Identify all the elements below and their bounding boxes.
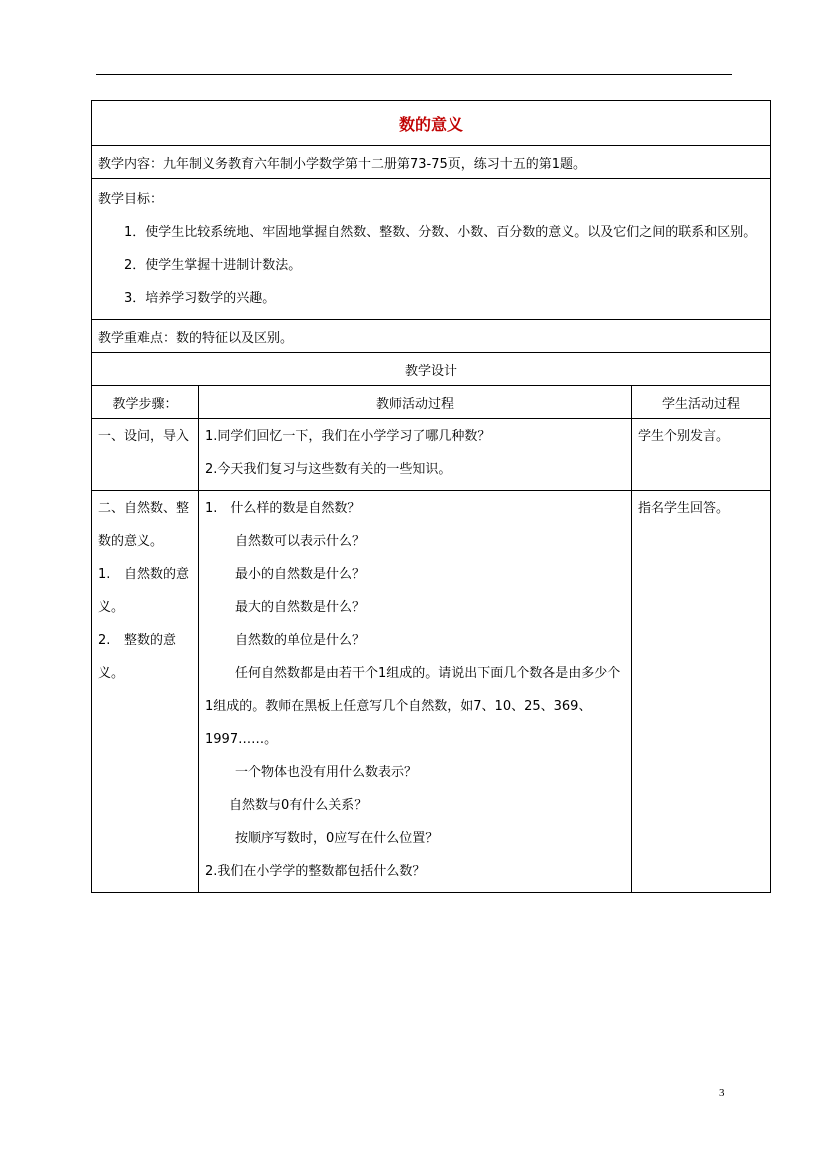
- teacher-line: 1. 什么样的数是自然数？: [205, 501, 361, 516]
- goal-item: 2．使学生掌握十进制计数法。: [124, 258, 302, 273]
- teacher-line: 2.我们在小学学的整数都包括什么数？: [205, 864, 426, 879]
- step-sub-text: 自然数的意义。: [98, 567, 190, 615]
- step-sub-label: 2.: [98, 633, 111, 648]
- teacher-line: 自然数的单位是什么？: [235, 633, 366, 648]
- key-points: 教学重难点：数的特征以及区别。: [92, 320, 771, 353]
- page-number: 3: [719, 1087, 725, 1099]
- teacher-line: 任何自然数都是由若干个1组成的。请说出下面几个数各是由多少个1组成的。教师在黑板上任意写几个自然数，如7、10、25、369、1997……。: [205, 666, 621, 747]
- teaching-content: 教学内容：九年制义务教育六年制小学数学第十二册第73-75页，练习十五的第1题。: [92, 146, 771, 179]
- teacher-line: 2.今天我们复习与这些数有关的一些知识。: [205, 462, 452, 477]
- column-header-student: 学生活动过程: [632, 386, 771, 419]
- teacher-line: 最小的自然数是什么？: [235, 567, 366, 582]
- step-sub-label: 1.: [98, 567, 111, 582]
- step-sub-item: [98, 624, 192, 690]
- step-sub-item: [98, 558, 192, 624]
- teacher-line: 自然数与0有什么关系？: [229, 798, 368, 813]
- teacher-line: 一个物体也没有用什么数表示？: [235, 765, 418, 780]
- goal-item: 3．培养学习数学的兴趣。: [124, 291, 276, 306]
- goals-heading: 教学目标：: [98, 192, 164, 207]
- step-cell: [92, 491, 199, 893]
- student-activity-cell: [632, 491, 771, 893]
- teacher-line: 最大的自然数是什么？: [235, 600, 366, 615]
- teacher-activity-cell: [199, 419, 632, 491]
- teacher-line: 按顺序写数时，0应写在什么位置？: [235, 831, 439, 846]
- teacher-activity-cell: [199, 491, 632, 893]
- teacher-line: 1.同学们回忆一下，我们在小学学习了哪几种数？: [205, 429, 491, 444]
- step-sub-text: 整数的意义。: [98, 633, 177, 681]
- student-line: 指名学生回答。: [638, 501, 730, 516]
- table-row: [92, 419, 771, 491]
- lesson-plan-table: [91, 100, 771, 893]
- teacher-line: 自然数可以表示什么？: [235, 534, 366, 549]
- teaching-goals-cell: [92, 179, 771, 320]
- table-row: [92, 491, 771, 893]
- design-heading: 教学设计: [92, 353, 771, 386]
- step-title: 一、设问，导入: [98, 429, 190, 444]
- column-header-teacher: 教师活动过程: [199, 386, 632, 419]
- step-title: 二、自然数、整数的意义。: [98, 501, 190, 549]
- step-cell: [92, 419, 199, 491]
- title-cell: [92, 101, 771, 146]
- student-line: 学生个别发言。: [638, 429, 730, 444]
- student-activity-cell: [632, 419, 771, 491]
- header-rule: [96, 74, 732, 75]
- column-header-steps: 教学步骤：: [92, 386, 199, 419]
- goal-item: 1．使学生比较系统地、牢固地掌握自然数、整数、分数、小数、百分数的意义。以及它们之间的联系和区别。: [124, 225, 757, 240]
- document-title: 数的意义: [398, 114, 463, 134]
